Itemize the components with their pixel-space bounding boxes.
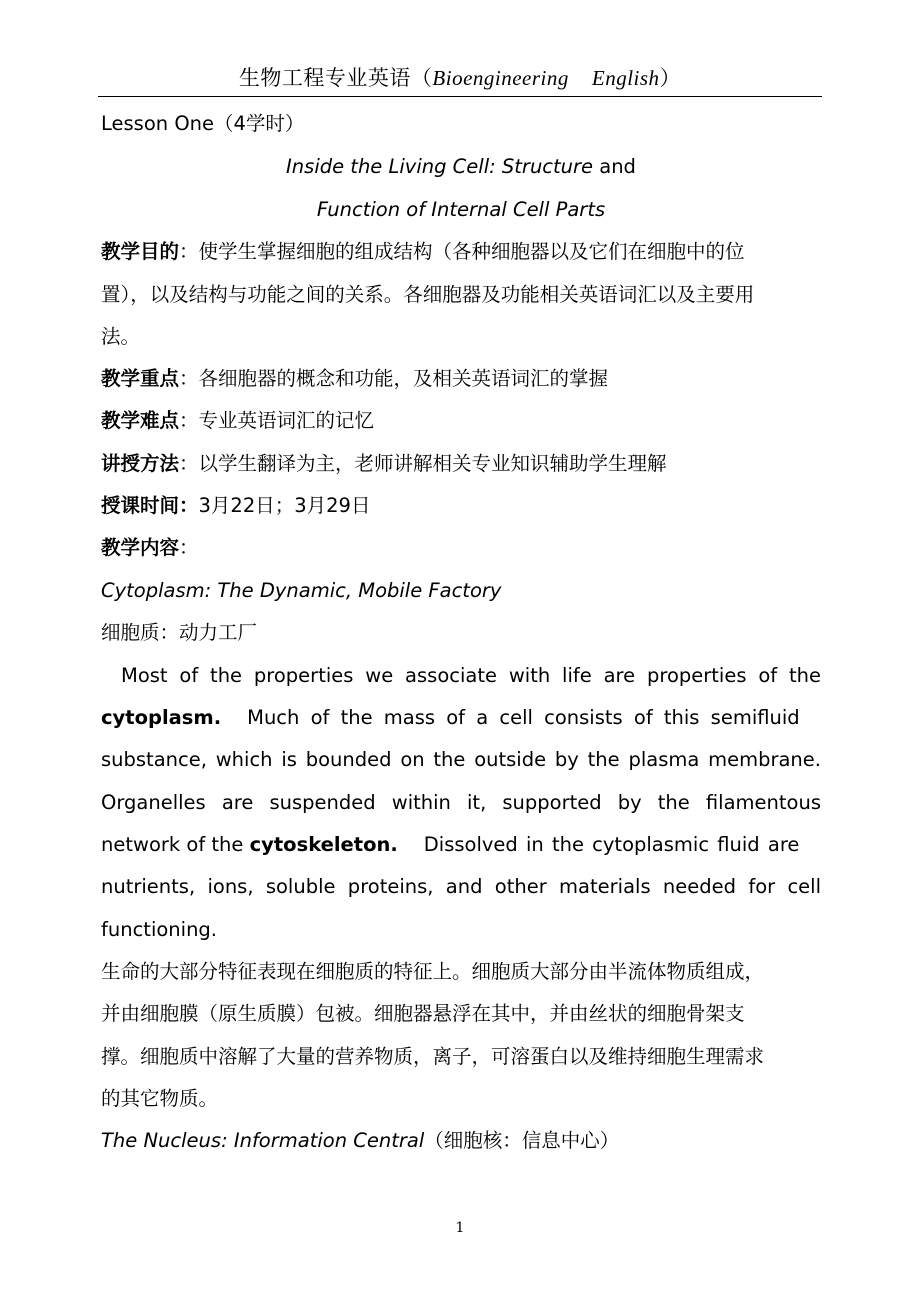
content-label: 教学内容 <box>101 536 180 559</box>
header-rule <box>98 96 822 97</box>
difficulties-label: 教学难点 <box>101 409 180 432</box>
para-1-zh-line-2: 并由细胞膜（原生质膜）包被。细胞器悬浮在其中，并由丝状的细胞骨架支 <box>101 1002 745 1025</box>
section-2-heading-line <box>101 1127 821 1155</box>
lesson-label: Lesson One（4学时） <box>101 112 305 135</box>
para-1-zh-line-3: 撑。细胞质中溶解了大量的营养物质，离子，可溶蛋白以及维持细胞生理需求 <box>101 1045 765 1068</box>
para-1-line-2 <box>101 704 821 732</box>
para-1-line-5-pre: network of the <box>101 833 250 856</box>
method-label: 讲授方法 <box>101 452 180 475</box>
header-close: ） <box>659 66 682 90</box>
difficulties <box>101 407 821 435</box>
header-zh: 生物工程专业英语（ <box>238 66 433 90</box>
para-1-line-6: nutrients, ions, soluble proteins, and other materials needed for cell <box>101 875 821 898</box>
para-1-line-5-rest: Dissolved in the cytoplasmic fluid are <box>423 833 800 856</box>
schedule <box>101 492 821 520</box>
schedule-label: 授课时间： <box>101 494 199 517</box>
objective-text-1: ：使学生掌握细胞的组成结构（各种细胞器以及它们在细胞中的位 <box>179 240 745 263</box>
term-cytoplasm: cytoplasm. <box>101 706 222 729</box>
objective-line-1 <box>101 238 821 266</box>
method-text: ：以学生翻译为主，老师讲解相关专业知识辅助学生理解 <box>179 452 667 475</box>
key-points-label: 教学重点 <box>101 367 180 390</box>
objective-label: 教学目的 <box>101 240 180 263</box>
section-2-heading: The Nucleus: Information Central <box>101 1129 425 1152</box>
para-1-line-7: functioning. <box>101 918 218 941</box>
key-points <box>101 365 821 393</box>
page-number: 1 <box>455 1220 465 1236</box>
para-1-line-3: substance, which is bounded on the outside by the plasma membrane. <box>101 748 821 771</box>
para-1-zh-line-1: 生命的大部分特征表现在细胞质的特征上。细胞质大部分由半流体物质组成， <box>101 960 765 983</box>
running-header <box>98 62 822 94</box>
schedule-text: 3月22日；3月29日 <box>198 494 371 517</box>
title-line-1 <box>101 153 821 181</box>
header-en: Bioengineering English <box>432 66 660 90</box>
title-line-2: Function of Internal Cell Parts <box>316 198 606 221</box>
objective-line-3: 法。 <box>101 325 141 348</box>
section-2-heading-zh: （细胞核：信息中心） <box>424 1129 620 1152</box>
para-1-zh-line-4: 的其它物质。 <box>101 1087 219 1110</box>
title-line-1-italic: Inside the Living Cell: Structure <box>286 155 594 178</box>
content <box>101 534 821 562</box>
section-1-heading-zh: 细胞质：动力工厂 <box>101 621 258 644</box>
term-cytoskeleton: cytoskeleton. <box>249 833 398 856</box>
objective-line-2: 置），以及结构与功能之间的关系。各细胞器及功能相关英语词汇以及主要用 <box>101 283 755 306</box>
section-1-heading: Cytoplasm: The Dynamic, Mobile Factory <box>101 579 502 602</box>
key-points-text: ：各细胞器的概念和功能，及相关英语词汇的掌握 <box>179 367 609 390</box>
para-1-line-2-rest: Much of the mass of a cell consists of this semifluid <box>247 706 800 729</box>
title-line-1-tail: and <box>593 155 636 178</box>
para-1-line-4: Organelles are suspended within it, supported by the filamentous <box>101 791 821 814</box>
method <box>101 450 821 478</box>
difficulties-text: ：专业英语词汇的记忆 <box>179 409 375 432</box>
content-text: ： <box>179 536 199 559</box>
para-1-line-5 <box>101 831 821 859</box>
para-1-line-1: Most of the properties we associate with life are properties of the <box>121 664 821 687</box>
